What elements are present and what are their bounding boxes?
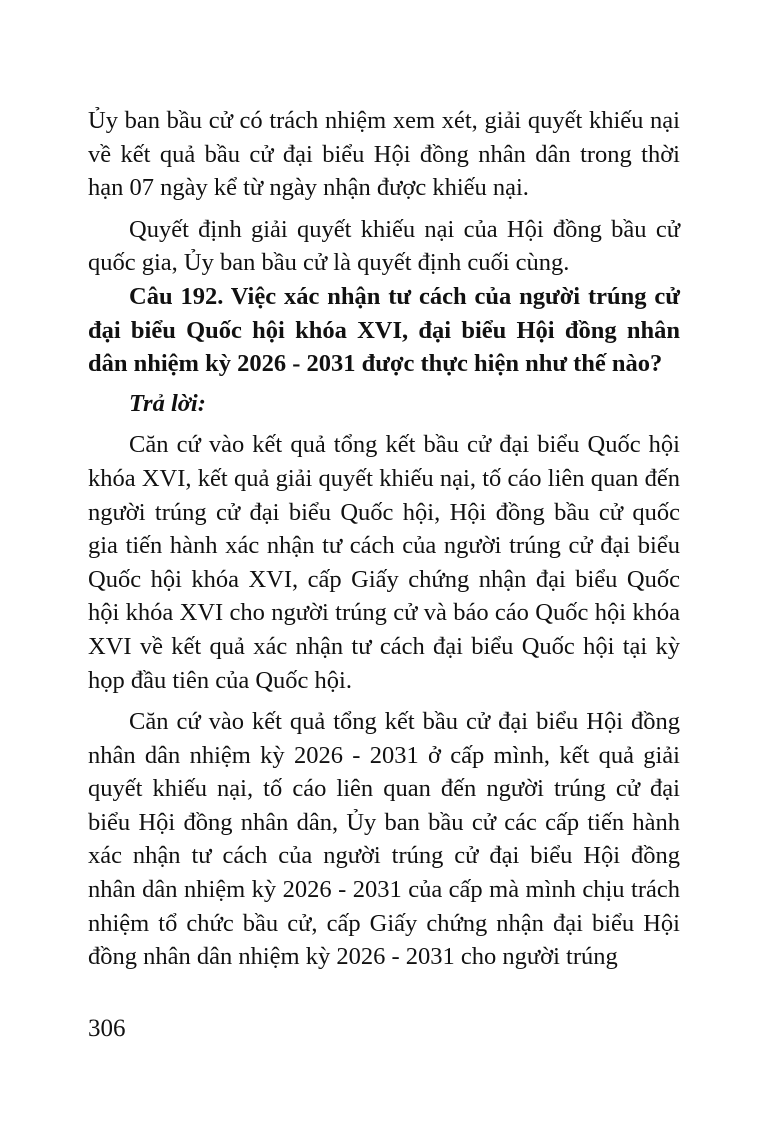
- question-heading: Câu 192. Việc xác nhận tư cách của người trúng cử đại biểu Quốc hội khóa XVI, đại biểu Hội đồng nhân dân nhiệm kỳ 2026 - 2031 được thực hiện như thế nào?: [88, 282, 680, 378]
- answer-paragraph-national-assembly: Căn cứ vào kết quả tổng kết bầu cử đại biểu Quốc hội khóa XVI, kết quả giải quyết khiếu nại, tố cáo liên quan đến người trúng cử đại biểu Quốc hội, Hội đồng bầu cử quốc gia tiến hành xác nhận tư cách của người trúng cử đại biểu Quốc hội khóa XVI, cấp Giấy chứng nhận đại biểu Quốc hội khóa XVI cho người trúng cử và báo cáo Quốc hội khóa XVI về kết quả xác nhận tư cách đại biểu Quốc hội tại kỳ họp đầu tiên của Quốc hội.: [88, 431, 680, 694]
- answer-paragraph-peoples-council: Căn cứ vào kết quả tổng kết bầu cử đại biểu Hội đồng nhân dân nhiệm kỳ 2026 - 2031 ở cấp mình, kết quả giải quyết khiếu nại, tố cáo liên quan đến người trúng cử đại biểu Hội đồng nhân dân, Ủy ban bầu cử các cấp tiến hành xác nhận tư cách của người trúng cử đại biểu Hội đồng nhân dân nhiệm kỳ 2026 - 2031 của cấp mà mình chịu trách nhiệm tổ chức bầu cử, cấp Giấy chứng nhận đại biểu Hội đồng nhân dân nhiệm kỳ 2026 - 2031 cho người trúng: [88, 708, 680, 971]
- paragraph-final-decision: Quyết định giải quyết khiếu nại của Hội đồng bầu cử quốc gia, Ủy ban bầu cử là quyết định cuối cùng.: [88, 215, 680, 277]
- answer-label: Trả lời:: [129, 389, 206, 417]
- page-body: [88, 104, 680, 974]
- paragraph-complaint-resolution: Ủy ban bầu cử có trách nhiệm xem xét, giải quyết khiếu nại về kết quả bầu cử đại biểu Hội đồng nhân dân trong thời hạn 07 ngày kể từ ngày nhận được khiếu nại.: [88, 107, 680, 202]
- page-number: 306: [88, 1015, 126, 1042]
